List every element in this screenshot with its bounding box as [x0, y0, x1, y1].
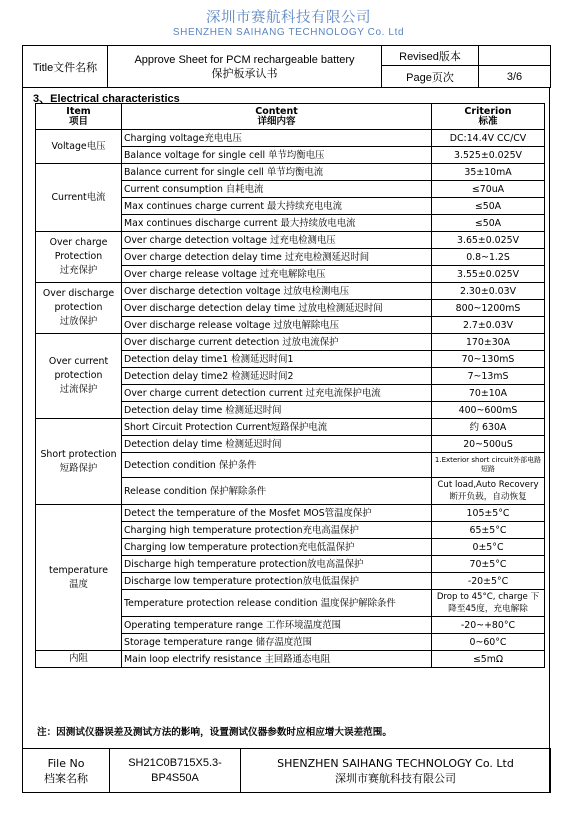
- item-label: 过放保护: [59, 316, 98, 327]
- page-label: Page页次: [382, 66, 479, 88]
- content-cell: Charging high temperature protection充电高温保护: [122, 522, 432, 539]
- content-cell: Over charge current detection current 过充电流保护电流: [122, 385, 432, 402]
- header-criterion-cn: 标准: [478, 115, 498, 127]
- criterion-cell: 70~130mS: [432, 351, 545, 368]
- footer-company: [241, 749, 551, 793]
- header-item: [36, 104, 122, 130]
- item-cell: [36, 334, 122, 419]
- file-no-label-en: File No: [47, 756, 85, 770]
- revised-value: [479, 46, 551, 66]
- file-no-label-cn: 档案名称: [44, 771, 88, 785]
- company-header: [0, 9, 577, 39]
- content-cell: Over charge detection delay time 过充电检测延迟时间: [122, 249, 432, 266]
- content-cell: Short Circuit Protection Current短路保护电流: [122, 419, 432, 436]
- criterion-cell: -20±5°C: [432, 573, 545, 590]
- criterion-cell: 7~13mS: [432, 368, 545, 385]
- header-criterion-en: Criterion: [464, 105, 512, 117]
- section-title: 3、Electrical characteristics: [33, 93, 180, 105]
- item-cell: [36, 651, 122, 668]
- criterion-cell: DC:14.4V CC/CV: [432, 130, 545, 147]
- content-cell: Balance current for single cell 单节均衡电流: [122, 164, 432, 181]
- header-content-cn: 详细内容: [257, 115, 296, 127]
- criterion-cell: 2.7±0.03V: [432, 317, 545, 334]
- criterion-cell: -20~+80°C: [432, 617, 545, 634]
- content-cell: Over discharge detection voltage 过放电检测电压: [122, 283, 432, 300]
- item-label: 过充保护: [59, 265, 98, 276]
- criterion-cell: 170±30A: [432, 334, 545, 351]
- item-label: temperature: [49, 564, 108, 576]
- table-row: [36, 334, 545, 351]
- title-block: [22, 45, 551, 88]
- content-cell: Detection delay time 检测延迟时间: [122, 436, 432, 453]
- criterion-cell: ≤70uA: [432, 181, 545, 198]
- content-cell: Charging low temperature protection充电低温保护: [122, 539, 432, 556]
- criterion-cell: 65±5°C: [432, 522, 545, 539]
- criterion-cell: 2.30±0.03V: [432, 283, 545, 300]
- criterion-cell: 70±5°C: [432, 556, 545, 573]
- header-item-en: Item: [66, 105, 91, 117]
- criterion-cell: ≤5mΩ: [432, 651, 545, 668]
- content-cell: Over discharge detection delay time 过放电检测延迟时间: [122, 300, 432, 317]
- content-cell: Current consumption 自耗电流: [122, 181, 432, 198]
- document-title-en: Approve Sheet for PCM rechargeable battery: [134, 53, 355, 66]
- page-value: 3/6: [479, 66, 551, 88]
- content-cell: Release condition 保护解除条件: [122, 478, 432, 505]
- revised-label: Revised版本: [382, 46, 479, 66]
- company-name-en: SHENZHEN SAIHANG TECHNOLOGY Co. Ltd: [172, 27, 405, 38]
- item-label: Over charge: [49, 237, 108, 248]
- criterion-cell: 20~500uS: [432, 436, 545, 453]
- footer-company-cn: 深圳市赛航科技有限公司: [335, 771, 456, 785]
- table-row: [36, 283, 545, 300]
- item-label: Current电流: [51, 191, 106, 203]
- test-note: 注：因测试仪器误差及测试方法的影响，设置测试仪器参数时应相应增大误差范围。: [37, 727, 392, 738]
- content-cell: Storage temperature range 储存温度范围: [122, 634, 432, 651]
- item-label: 过流保护: [59, 384, 98, 395]
- content-cell: Over discharge release voltage 过放电解除电压: [122, 317, 432, 334]
- content-cell: Detect the temperature of the Mosfet MOS管温度保护: [122, 505, 432, 522]
- content-cell: Detection delay time 检测延迟时间: [122, 402, 432, 419]
- item-cell: [36, 232, 122, 283]
- criterion-cell: ≤50A: [432, 198, 545, 215]
- item-label: Short protection: [40, 448, 117, 460]
- content-cell: Discharge high temperature protection放电高温保护: [122, 556, 432, 573]
- item-label: protection: [54, 302, 103, 313]
- header-content-en: Content: [255, 105, 298, 117]
- content-cell: Charging voltage充电电压: [122, 130, 432, 147]
- content-cell: Temperature protection release condition 温度保护解除条件: [122, 590, 432, 617]
- criterion-cell: Drop to 45°C, charge 下降至45度，充电解除: [432, 590, 545, 617]
- table-row: [36, 419, 545, 436]
- item-label: 短路保护: [59, 462, 98, 474]
- footer-company-en: SHENZHEN SAIHANG TECHNOLOGY Co. Ltd: [277, 756, 514, 770]
- footer-block: [22, 748, 551, 793]
- criterion-cell: 0~60°C: [432, 634, 545, 651]
- content-cell: Detection condition 保护条件: [122, 453, 432, 478]
- item-label: Over discharge: [42, 288, 115, 299]
- criterion-cell: 3.525±0.025V: [432, 147, 545, 164]
- item-cell: [36, 130, 122, 164]
- content-cell: Balance voltage for single cell 单节均衡电压: [122, 147, 432, 164]
- table-row: [36, 232, 545, 249]
- content-cell: Max continues discharge current 最大持续放电电流: [122, 215, 432, 232]
- content-cell: Over charge release voltage 过充电解除电压: [122, 266, 432, 283]
- criterion-cell: 105±5°C: [432, 505, 545, 522]
- header-item-cn: 项目: [68, 115, 88, 127]
- title-label: Title文件名称: [23, 46, 108, 88]
- item-label: protection: [54, 370, 103, 381]
- item-label: Voltage电压: [51, 140, 106, 152]
- content-cell: Operating temperature range 工作环境温度范围: [122, 617, 432, 634]
- item-cell: [36, 283, 122, 334]
- item-label: Protection: [54, 251, 103, 262]
- table-row: [36, 130, 545, 147]
- criterion-cell: 3.55±0.025V: [432, 266, 545, 283]
- electrical-characteristics-table: [35, 103, 545, 668]
- table-row: [36, 651, 545, 668]
- criterion-cell: 35±10mA: [432, 164, 545, 181]
- criterion-cell: 3.65±0.025V: [432, 232, 545, 249]
- content-cell: Main loop electrify resistance 主回路通态电阻: [122, 651, 432, 668]
- item-cell: [36, 419, 122, 505]
- file-no-value: [110, 749, 241, 793]
- file-no-label: [23, 749, 110, 793]
- content-cell: Over discharge current detection 过放电流保护: [122, 334, 432, 351]
- item-label: Over current: [48, 356, 109, 367]
- criterion-cell: 约 630A: [432, 419, 545, 436]
- content-cell: Detection delay time1 检测延迟时间1: [122, 351, 432, 368]
- criterion-cell: Cut load,Auto Recovery 断开负载，自动恢复: [432, 478, 545, 505]
- item-cell: [36, 505, 122, 651]
- spec-table-body: [36, 104, 545, 668]
- table-row: [36, 505, 545, 522]
- document-title: [108, 46, 382, 88]
- table-header-row: [36, 104, 545, 130]
- criterion-cell: 70±10A: [432, 385, 545, 402]
- content-cell: Max continues charge current 最大持续充电电流: [122, 198, 432, 215]
- company-name-cn: 深圳市赛航科技有限公司: [206, 10, 371, 26]
- criterion-cell: 800~1200mS: [432, 300, 545, 317]
- criterion-cell: 0.8~1.2S: [432, 249, 545, 266]
- content-frame: [22, 87, 550, 793]
- criterion-cell: 400~600mS: [432, 402, 545, 419]
- item-cell: [36, 164, 122, 232]
- header-content: [122, 104, 432, 130]
- file-no-value-line1: SH21C0B715X5.3-: [128, 756, 222, 769]
- header-criterion: [432, 104, 545, 130]
- content-cell: Discharge low temperature protection放电低温保护: [122, 573, 432, 590]
- document-title-cn: 保护板承认书: [211, 67, 278, 80]
- item-label: 温度: [69, 578, 88, 590]
- content-cell: Over charge detection voltage 过充电检测电压: [122, 232, 432, 249]
- content-cell: Detection delay time2 检测延迟时间2: [122, 368, 432, 385]
- criterion-cell: ≤50A: [432, 215, 545, 232]
- item-label: 内阻: [69, 653, 88, 664]
- criterion-cell: 0±5°C: [432, 539, 545, 556]
- criterion-cell: 1.Exterior short circuit外部电路短路: [432, 453, 545, 478]
- table-row: [36, 164, 545, 181]
- file-no-value-line2: BP4S50A: [151, 771, 199, 784]
